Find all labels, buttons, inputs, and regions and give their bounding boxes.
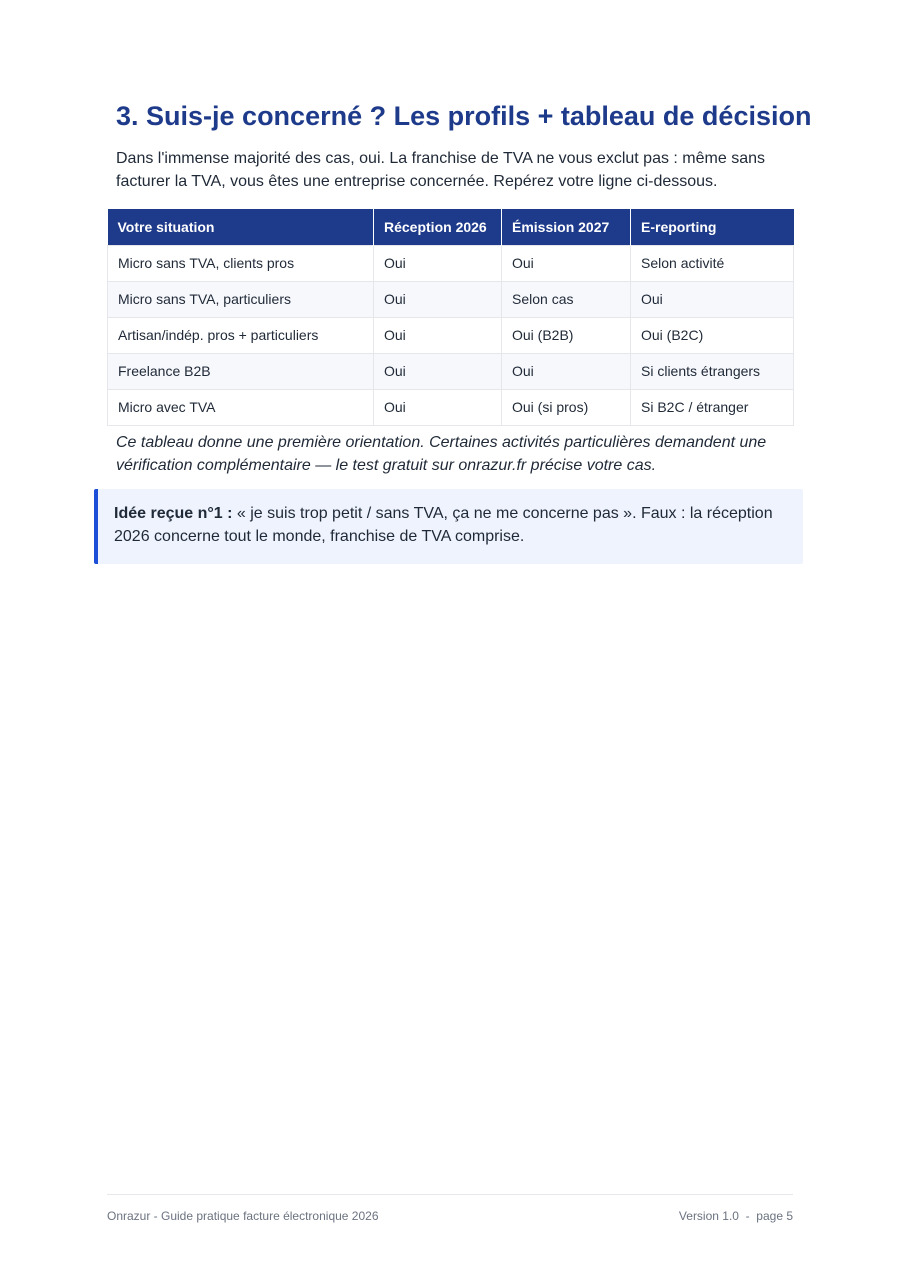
column-header-e-reporting: E-reporting (631, 209, 794, 245)
table-cell: Oui (502, 353, 631, 389)
callout-text (114, 502, 784, 548)
callout-body: « je suis trop petit / sans TVA, ça ne me concerne pas ». Faux : la réception 2026 concerne tout le monde, franchise de TVA comprise. (114, 505, 773, 545)
table-cell: Micro sans TVA, particuliers (108, 281, 374, 317)
footer-version-page: Version 1.0 - page 5 (678, 1209, 793, 1223)
table-cell: Oui (374, 281, 502, 317)
intro-paragraph: Dans l'immense majorité des cas, oui. La franchise de TVA ne vous exclut pas : même sans facturer la TVA, vous êtes une entreprise concernée. Repérez votre ligne ci-dessous. (116, 150, 765, 190)
table-cell: Oui (si pros) (502, 389, 631, 425)
table-cell: Oui (374, 317, 502, 353)
callout-label: Idée reçue n°1 : (114, 505, 233, 522)
table-cell: Micro avec TVA (108, 389, 374, 425)
table-cell: Si clients étrangers (631, 353, 794, 389)
decision-table (107, 209, 794, 426)
table-cell: Micro sans TVA, clients pros (108, 245, 374, 281)
table-cell: Oui (B2C) (631, 317, 794, 353)
table-row (108, 317, 794, 353)
table-cell: Oui (631, 281, 794, 317)
footer-document-title: Onrazur - Guide pratique facture électronique 2026 (107, 1209, 379, 1223)
column-header-reception-2026: Réception 2026 (374, 209, 502, 245)
table-row (108, 353, 794, 389)
table-note: Ce tableau donne une première orientation. Certaines activités particulières demandent une vérification complémentaire — le test gratuit sur onrazur.fr précise votre cas. (116, 434, 767, 474)
table-cell: Oui (374, 245, 502, 281)
footer-divider (107, 1194, 793, 1195)
table-cell: Oui (374, 389, 502, 425)
table-row (108, 281, 794, 317)
table-cell: Oui (B2B) (502, 317, 631, 353)
table-cell: Freelance B2B (108, 353, 374, 389)
column-header-situation: Votre situation (108, 209, 374, 245)
table-row (108, 389, 794, 425)
table-cell: Si B2C / étranger (631, 389, 794, 425)
table-cell: Oui (502, 245, 631, 281)
table-row (108, 245, 794, 281)
table-cell: Artisan/indép. pros + particuliers (108, 317, 374, 353)
section-title: 3. Suis-je concerné ? Les profils + tableau de décision (116, 101, 812, 131)
column-header-emission-2027: Émission 2027 (502, 209, 631, 245)
table-cell: Selon activité (631, 245, 794, 281)
table-cell: Selon cas (502, 281, 631, 317)
misconception-callout (94, 489, 803, 564)
table-cell: Oui (374, 353, 502, 389)
table-header-row (108, 209, 794, 245)
